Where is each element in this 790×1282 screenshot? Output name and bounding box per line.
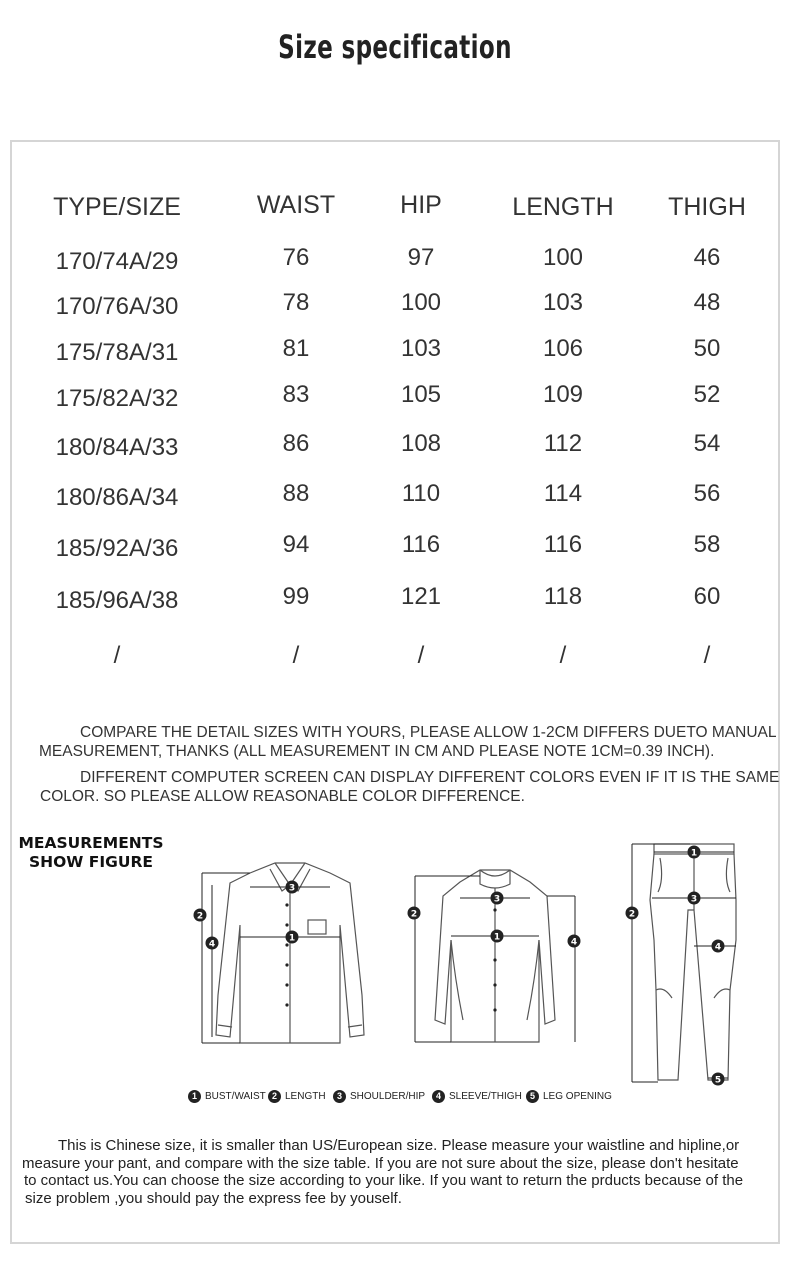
svg-text:1: 1: [690, 848, 698, 859]
table-cell: 97: [407, 244, 435, 271]
size-disclaimer: [22, 1137, 767, 1207]
measurements-title-line-1: MEASUREMENTS: [18, 834, 164, 852]
measurements-title-line-2: SHOW FIGURE: [29, 853, 153, 871]
table-cell: 86: [282, 430, 310, 457]
legend-label: SHOULDER/HIP: [350, 1091, 426, 1102]
note-1-line-1: COMPARE THE DETAIL SIZES WITH YOURS, PLEASE ALLOW 1-2CM DIFFERS DUETO MANUAL: [80, 724, 777, 741]
legend-number-badge: 5: [526, 1090, 539, 1103]
table-cell: 103: [400, 335, 442, 362]
table-cell: 116: [401, 531, 441, 558]
table-cell: 50: [693, 335, 721, 362]
svg-text:3: 3: [288, 883, 296, 894]
table-cell: /: [292, 642, 300, 669]
table-cell: 108: [400, 430, 442, 457]
table-cell: 48: [693, 289, 721, 316]
svg-text:3: 3: [690, 894, 698, 905]
legend-item: [188, 1090, 266, 1103]
disclaimer-line-3: to contact us.You can choose the size according to your like. If you want to return the prducts because of the: [24, 1172, 744, 1189]
table-cell: /: [417, 642, 425, 669]
table-cell: 76: [282, 244, 310, 271]
legend-number-badge: 4: [432, 1090, 445, 1103]
table-header-length: LENGTH: [512, 193, 614, 221]
note-2-line-1: DIFFERENT COMPUTER SCREEN CAN DISPLAY DIFFERENT COLORS EVEN IF IT IS THE SAME: [80, 769, 780, 786]
table-cell: /: [559, 642, 567, 669]
table-cell: 180/84A/33: [55, 434, 179, 461]
svg-text:2: 2: [196, 911, 204, 922]
table-cell: 105: [400, 381, 442, 408]
svg-text:4: 4: [570, 937, 578, 948]
table-cell: 118: [543, 583, 583, 610]
shirt-front-figure: [190, 855, 370, 1050]
table-cell: 54: [693, 430, 721, 457]
svg-text:4: 4: [208, 939, 216, 950]
disclaimer-line-4: size problem ,you should pay the express fee by youself.: [25, 1189, 402, 1207]
legend-number-badge: 1: [188, 1090, 201, 1103]
legend-label: LENGTH: [285, 1091, 326, 1102]
legend-item: [526, 1090, 612, 1103]
table-cell: 121: [400, 583, 442, 610]
table-cell: 180/86A/34: [55, 484, 179, 511]
measurements-title: [16, 834, 166, 872]
table-cell: 78: [282, 289, 310, 316]
svg-text:1: 1: [493, 932, 501, 943]
table-header-type-size: TYPE/SIZE: [53, 193, 181, 221]
table-cell: 83: [282, 381, 310, 408]
note-2-line-2: COLOR. SO PLEASE ALLOW REASONABLE COLOR DIFFERENCE.: [40, 788, 525, 805]
table-cell: 60: [693, 583, 721, 610]
table-header-waist: WAIST: [256, 191, 336, 219]
table-cell: 81: [282, 335, 310, 362]
table-cell: 112: [543, 430, 583, 457]
table-cell: /: [113, 642, 121, 669]
svg-text:5: 5: [714, 1075, 722, 1086]
svg-text:2: 2: [628, 909, 636, 920]
legend-label: SLEEVE/THIGH: [449, 1091, 522, 1102]
legend-item: [268, 1090, 326, 1103]
legend-item: [432, 1090, 522, 1103]
table-cell: 114: [543, 480, 583, 507]
table-cell: 175/82A/32: [55, 385, 179, 412]
table-cell: 110: [401, 480, 441, 507]
legend-label: BUST/WAIST: [205, 1091, 266, 1102]
pants-figure: [620, 840, 750, 1090]
page-title: Size specification: [278, 28, 512, 66]
table-cell: 116: [543, 531, 583, 558]
table-cell: 170/74A/29: [55, 248, 179, 275]
disclaimer-line-1: This is Chinese size, it is smaller than US/European size. Please measure your waistline and hipline,or: [58, 1137, 740, 1154]
table-cell: 58: [693, 531, 721, 558]
table-cell: 46: [693, 244, 721, 271]
table-header-thigh: THIGH: [668, 193, 746, 221]
table-cell: 103: [542, 289, 584, 316]
table-cell: 99: [282, 583, 310, 610]
legend-number-badge: 2: [268, 1090, 281, 1103]
table-cell: 52: [693, 381, 721, 408]
svg-text:2: 2: [410, 909, 418, 920]
table-cell: 106: [542, 335, 584, 362]
table-cell: 170/76A/30: [55, 293, 179, 320]
table-cell: 100: [400, 289, 442, 316]
table-cell: /: [703, 642, 711, 669]
legend-number-badge: 3: [333, 1090, 346, 1103]
table-cell: 94: [282, 531, 310, 558]
table-cell: 100: [542, 244, 584, 271]
note-1-line-2: MEASUREMENT, THANKS (ALL MEASUREMENT IN CM AND PLEASE NOTE 1CM=0.39 INCH).: [39, 743, 715, 760]
table-header-hip: HIP: [400, 191, 442, 219]
table-cell: 109: [542, 381, 584, 408]
table-cell: 88: [282, 480, 310, 507]
svg-text:3: 3: [493, 894, 501, 905]
shirt-stand-collar-figure: [405, 860, 585, 1050]
table-cell: 185/96A/38: [55, 587, 179, 614]
svg-text:4: 4: [714, 942, 722, 953]
legend-item: [333, 1090, 425, 1103]
table-cell: 175/78A/31: [55, 339, 179, 366]
legend-label: LEG OPENING: [543, 1091, 612, 1102]
table-cell: 185/92A/36: [55, 535, 179, 562]
table-cell: 56: [693, 480, 721, 507]
svg-text:1: 1: [288, 933, 296, 944]
disclaimer-line-2: measure your pant, and compare with the size table. If you are not sure about the size, please don't hesitate: [22, 1154, 739, 1172]
